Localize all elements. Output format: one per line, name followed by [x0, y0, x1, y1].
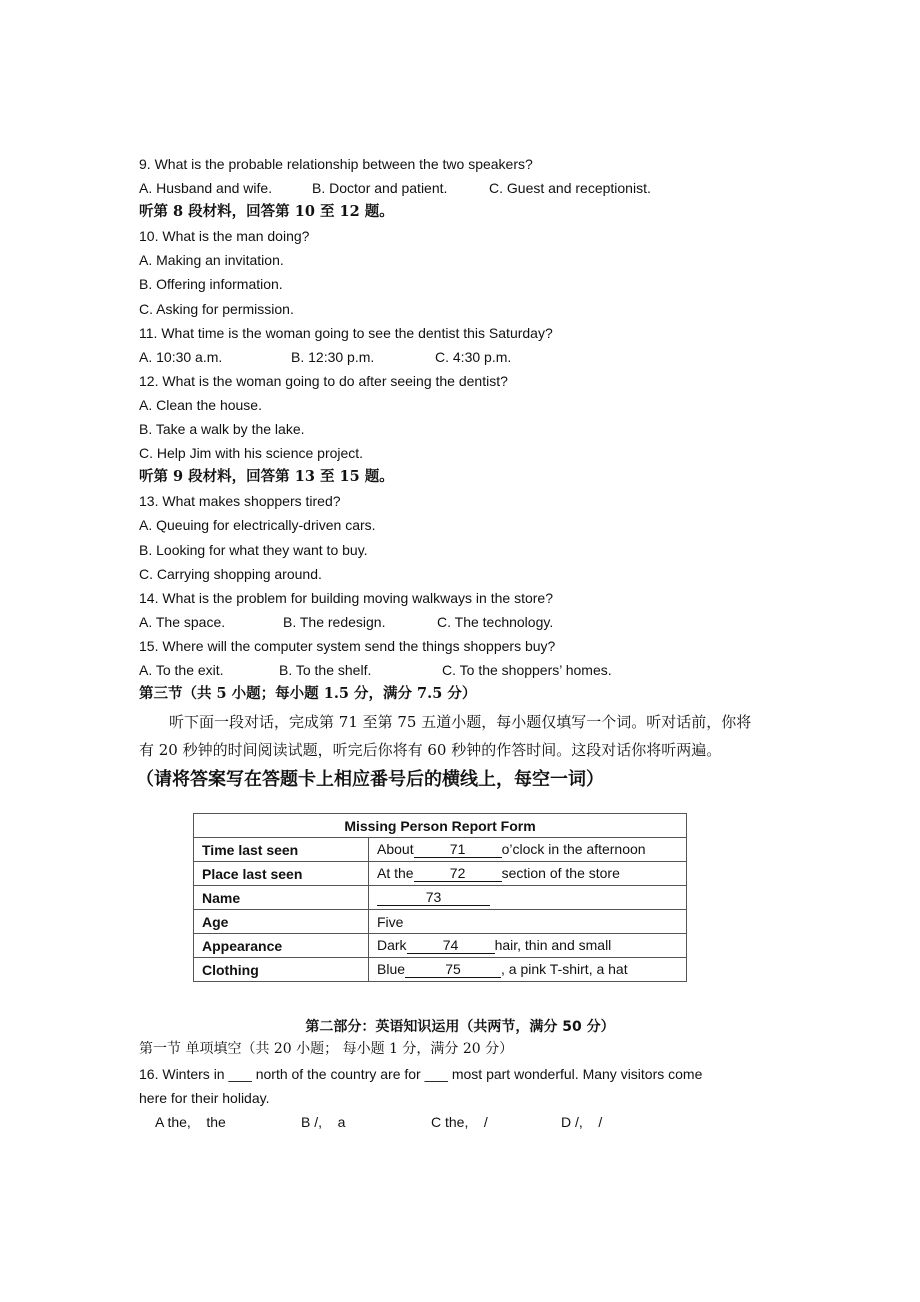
blank-72: 72	[414, 866, 502, 882]
question-13-option-a: A. Queuing for electrically-driven cars.	[139, 517, 376, 533]
form-value	[369, 862, 687, 886]
question-13-option-c: C. Carrying shopping around.	[139, 566, 322, 582]
blank-75: 75	[405, 962, 501, 978]
option-b: B. To the shelf.	[279, 662, 372, 678]
option-c: C the, /	[431, 1114, 488, 1130]
question-12-option-c: C. Help Jim with his science project.	[139, 445, 364, 461]
form-value	[369, 838, 687, 862]
form-row-appearance	[194, 934, 687, 958]
option-c: C. To the shoppers’ homes.	[442, 662, 612, 678]
section-9-instruction: 听第 9 段材料，回答第 13 至 15 题。	[139, 468, 394, 485]
form-label: Age	[194, 910, 369, 934]
value-suffix: section of the store	[501, 865, 620, 881]
form-row-name	[194, 886, 687, 910]
option-a: A. To the exit.	[139, 662, 224, 678]
question-10-option-a: A. Making an invitation.	[139, 252, 284, 268]
value-prefix: Dark	[377, 937, 407, 953]
form-label: Appearance	[194, 934, 369, 958]
value-suffix: , a pink T-shirt, a hat	[501, 961, 628, 977]
part3-heading: 第三节（共 5 小题；每小题 1.5 分，满分 7.5 分）	[139, 685, 477, 702]
option-c: C. The technology.	[437, 614, 554, 630]
form-value	[369, 886, 687, 910]
question-9: 9. What is the probable relationship between the two speakers?	[139, 156, 533, 172]
option-d: D /, /	[561, 1114, 603, 1130]
value-suffix: hair, thin and small	[494, 937, 612, 953]
option-b: B /, a	[301, 1114, 346, 1130]
part2-section1-heading: 第一节 单项填空（共 20 小题； 每小题 1 分，满分 20 分）	[139, 1041, 514, 1057]
question-15: 15. Where will the computer system send the things shoppers buy?	[139, 638, 556, 654]
form-row-place	[194, 862, 687, 886]
form-label: Name	[194, 886, 369, 910]
question-10-option-b: B. Offering information.	[139, 276, 283, 292]
instruction-line-2: 有 20 秒钟的时间阅读试题，听完后你将有 60 秒钟的作答时间。这段对话你将听两遍。	[139, 741, 722, 759]
option-a: A. Husband and wife.	[139, 180, 273, 196]
value-suffix: o’clock in the afternoon	[501, 841, 646, 857]
question-16-line-2: here for their holiday.	[139, 1090, 270, 1106]
value-prefix: Blue	[377, 961, 406, 977]
answer-note: （请将答案写在答题卡上相应番号后的横线上，每空一词）	[136, 769, 604, 790]
question-14: 14. What is the problem for building moving walkways in the store?	[139, 590, 553, 606]
question-10: 10. What is the man doing?	[139, 228, 310, 244]
option-a: A. The space.	[139, 614, 226, 630]
form-label: Place last seen	[194, 862, 369, 886]
option-a: A. 10:30 a.m.	[139, 349, 223, 365]
blank-73: 73	[377, 890, 490, 906]
form-value	[369, 958, 687, 982]
question-16-line-1: 16. Winters in ___ north of the country are for ___ most part wonderful. Many visitors come	[139, 1066, 703, 1082]
instruction-line-1: 听下面一段对话，完成第 71 至第 75 五道小题，每小题仅填写一个词。听对话前，你将	[169, 713, 752, 731]
option-b: B. 12:30 p.m.	[291, 349, 375, 365]
form-label: Clothing	[194, 958, 369, 982]
question-12-option-a: A. Clean the house.	[139, 397, 262, 413]
value-prefix: At the	[377, 865, 414, 881]
question-12: 12. What is the woman going to do after seeing the dentist?	[139, 373, 508, 389]
question-13-option-b: B. Looking for what they want to buy.	[139, 542, 368, 558]
form-title: Missing Person Report Form	[194, 814, 687, 838]
blank-74: 74	[407, 938, 495, 954]
form-value: Five	[369, 910, 687, 934]
form-row-clothing	[194, 958, 687, 982]
form-row-time	[194, 838, 687, 862]
part3-instructions	[139, 708, 784, 764]
option-c: C. 4:30 p.m.	[435, 349, 512, 365]
blank-71: 71	[414, 842, 502, 858]
value-prefix: About	[377, 841, 414, 857]
question-10-option-c: C. Asking for permission.	[139, 301, 294, 317]
question-13: 13. What makes shoppers tired?	[139, 493, 341, 509]
option-b: B. Doctor and patient.	[312, 180, 448, 196]
question-12-option-b: B. Take a walk by the lake.	[139, 421, 305, 437]
question-11: 11. What time is the woman going to see the dentist this Saturday?	[139, 325, 553, 341]
missing-person-form	[193, 813, 687, 982]
part2-heading: 第二部分：英语知识运用（共两节，满分 50 分）	[305, 1019, 615, 1035]
form-row-age	[194, 910, 687, 934]
form-title-row	[194, 814, 687, 838]
option-a: A the, the	[155, 1114, 226, 1130]
form-value	[369, 934, 687, 958]
option-c: C. Guest and receptionist.	[489, 180, 651, 196]
option-b: B. The redesign.	[283, 614, 386, 630]
section-8-instruction: 听第 8 段材料，回答第 10 至 12 题。	[139, 203, 394, 220]
form-label: Time last seen	[194, 838, 369, 862]
